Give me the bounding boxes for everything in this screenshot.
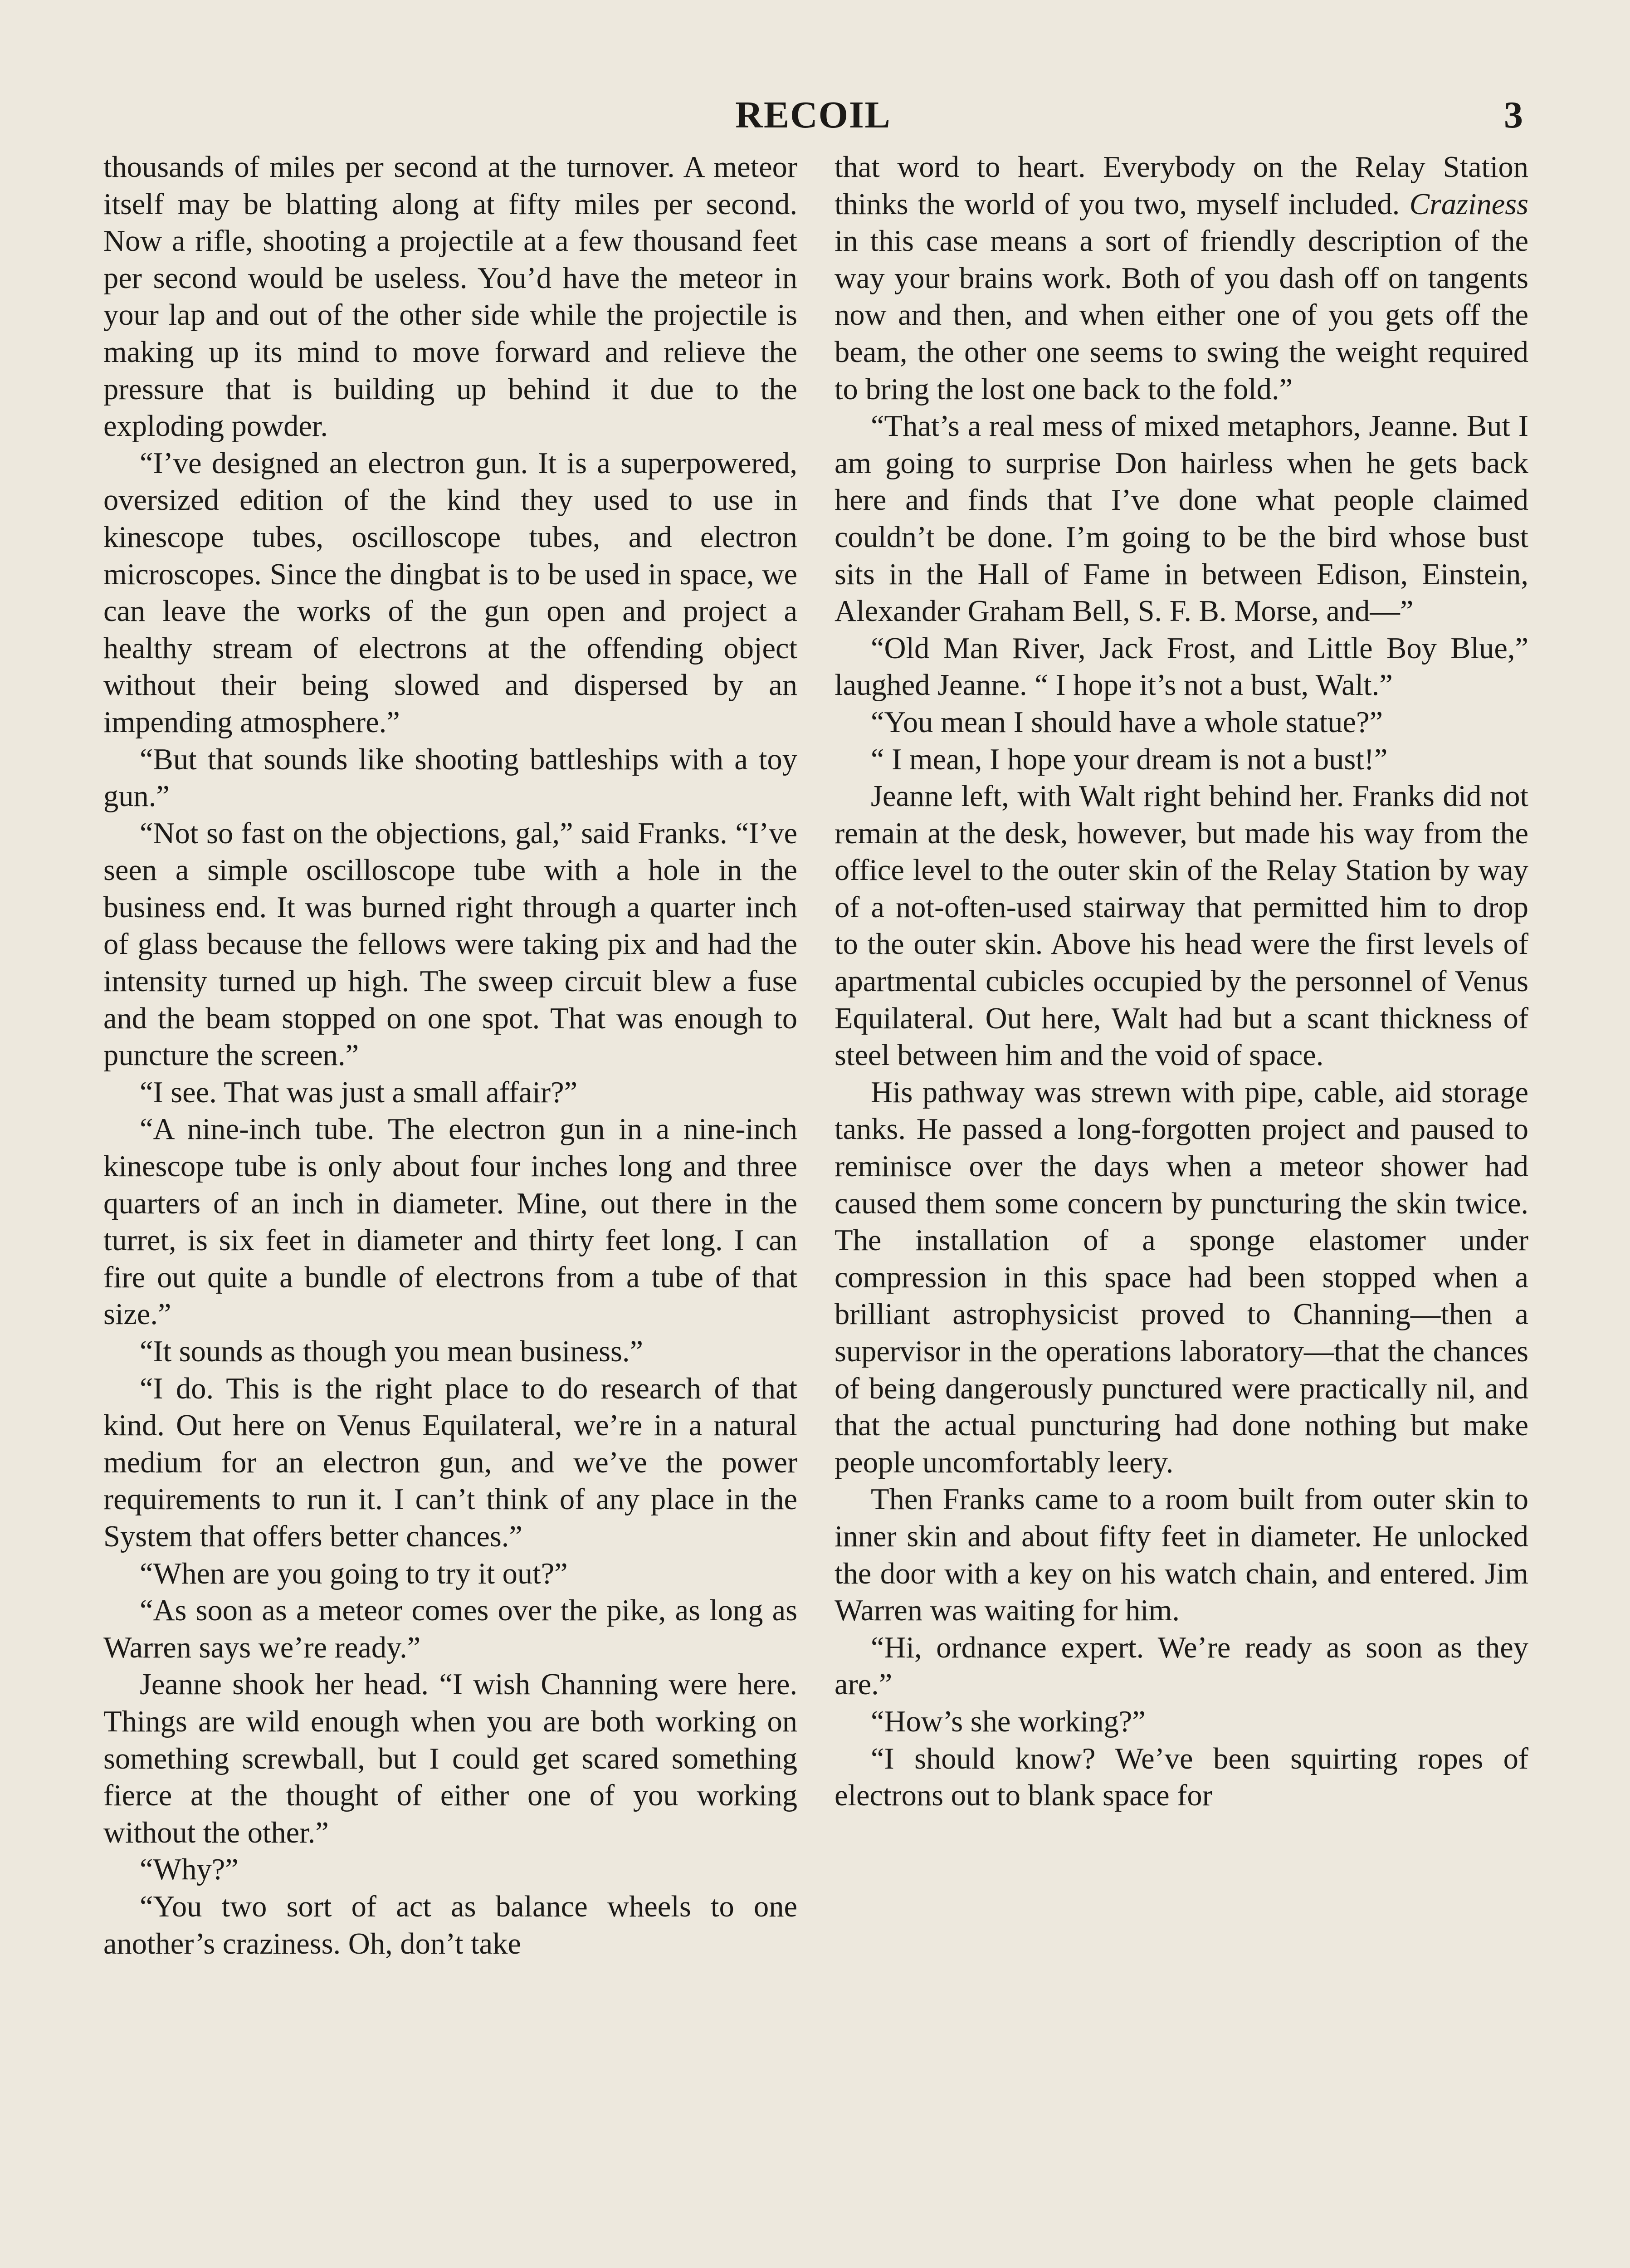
page-number: 3 bbox=[1504, 94, 1523, 136]
paragraph: Jeanne shook her head. “I wish Channing were here. Things are wild enough when you are both working on something screwball, but I could get scared something fierce at the thought of either one of you working without the other.” bbox=[103, 1668, 797, 1849]
paragraph: “Old Man River, Jack Frost, and Little Boy Blue,” laughed Jeanne. “ I hope it’s not a bust, Walt.” bbox=[835, 631, 1528, 702]
paragraph: “Not so fast on the objections, gal,” said Franks. “I’ve seen a simple oscilloscope tube with a hole in the business end. It was burned right through a quarter inch of glass because the fellows were taking pix and had the intensity turned up high. The sweep circuit blew a fuse and the beam stopped on one spot. That was enough to puncture the screen.” bbox=[103, 816, 797, 1072]
page-header bbox=[103, 93, 1523, 143]
paragraph-text: that word to heart. Everybody on the Relay Station thinks the world of you two, myself included. bbox=[835, 151, 1528, 221]
paragraph: “But that sounds like shooting battleships with a toy gun.” bbox=[103, 743, 797, 813]
paragraph: “I do. This is the right place to do research of that kind. Out here on Venus Equilateral, we’re in a natural medium for an electron gun, and we’ve the power requirements to run it. I can’t think of any place in the System that offers better chances.” bbox=[103, 1372, 797, 1553]
paragraph: “ I mean, I hope your dream is not a bust!” bbox=[871, 743, 1388, 776]
right-text-column bbox=[835, 149, 1528, 1814]
paragraph: “Why?” bbox=[140, 1853, 239, 1887]
left-text-column bbox=[103, 149, 797, 1962]
paragraph: thousands of miles per second at the turnover. A meteor itself may be blatting along at fifty miles per second. Now a rifle, shooting a projectile at a few thousand feet per second would be useless. You’d have the meteor in your lap and out of the other side while the projectile is making up its mind to move forward and relieve the pressure that is building up behind it due to the exploding powder. bbox=[103, 151, 797, 443]
emphasis-word: Craziness bbox=[1409, 187, 1528, 221]
running-title: RECOIL bbox=[735, 94, 891, 136]
paragraph: “It sounds as though you mean business.” bbox=[140, 1335, 644, 1368]
paragraph bbox=[835, 149, 1528, 408]
paragraph: “You two sort of act as balance wheels to one another’s craziness. Oh, don’t take bbox=[103, 1890, 797, 1960]
paragraph: “I should know? We’ve been squirting ropes of electrons out to blank space for bbox=[835, 1742, 1528, 1813]
paragraph: Jeanne left, with Walt right behind her. Franks did not remain at the desk, however, but made his way from the office level to the outer skin of the Relay Station by way of a not-often-used stairway that permitted him to drop to the outer skin. Above his head were the first levels of apartmental cubicles occupied by the personnel of Venus Equilateral. Out here, Walt had but a scant thickness of steel between him and the void of space. bbox=[835, 780, 1528, 1072]
paragraph: “Hi, ordnance expert. We’re ready as soon as they are.” bbox=[835, 1631, 1528, 1701]
paragraph-text: in this case means a sort of friendly description of the way your brains work. Both of you dash off on tangents now and then, and when either one of you gets off the beam, the other one seems to swing the weight required to bring the lost one back to the fold.” bbox=[835, 225, 1528, 406]
paragraph: “As soon as a meteor comes over the pike, as long as Warren says we’re ready.” bbox=[103, 1594, 797, 1664]
paragraph: “I see. That was just a small affair?” bbox=[140, 1075, 578, 1109]
paragraph: “How’s she working?” bbox=[871, 1705, 1146, 1738]
paragraph: “A nine-inch tube. The electron gun in a nine-inch kinescope tube is only about four inches long and three quarters of an inch in diameter. Mine, out there in the turret, is six feet in diameter and thirty feet long. I can fire out quite a bundle of electrons from a tube of that size.” bbox=[103, 1113, 797, 1331]
paragraph: “You mean I should have a whole statue?” bbox=[871, 705, 1383, 739]
paragraph: “I’ve designed an electron gun. It is a superpowered, oversized edition of the kind they used to use in kinescope tubes, oscilloscope tubes, and electron microscopes. Since the dingbat is to be used in space, we can leave the works of the gun open and project a healthy stream of electrons at the offending object without their being slowed and dispersed by an impending atmosphere.” bbox=[103, 446, 797, 739]
paragraph: His pathway was strewn with pipe, cable, aid storage tanks. He passed a long-forgotten project and paused to reminisce over the days when a meteor shower had caused them some concern by puncturing the skin twice. The installation of a sponge elastomer under compression in this space had been stopped when a brilliant astrophysicist proved to Channing—then a supervisor in the operations laboratory—that the chances of being dangerously punctured were practically nil, and that the actual puncturing had done nothing but make people uncomfortably leery. bbox=[835, 1075, 1528, 1479]
paragraph: Then Franks came to a room built from outer skin to inner skin and about fifty feet in diameter. He unlocked the door with a key on his watch chain, and entered. Jim Warren was waiting for him. bbox=[835, 1483, 1528, 1628]
paragraph: “When are you going to try it out?” bbox=[140, 1557, 568, 1590]
paragraph: “That’s a real mess of mixed metaphors, Jeanne. But I am going to surprise Don hairless when he gets back here and finds that I’ve done what people claimed couldn’t be done. I’m going to be the bird whose bust sits in the Hall of Fame in between Edison, Einstein, Alexander Graham Bell, S. F. B. Morse, and—” bbox=[835, 410, 1528, 628]
